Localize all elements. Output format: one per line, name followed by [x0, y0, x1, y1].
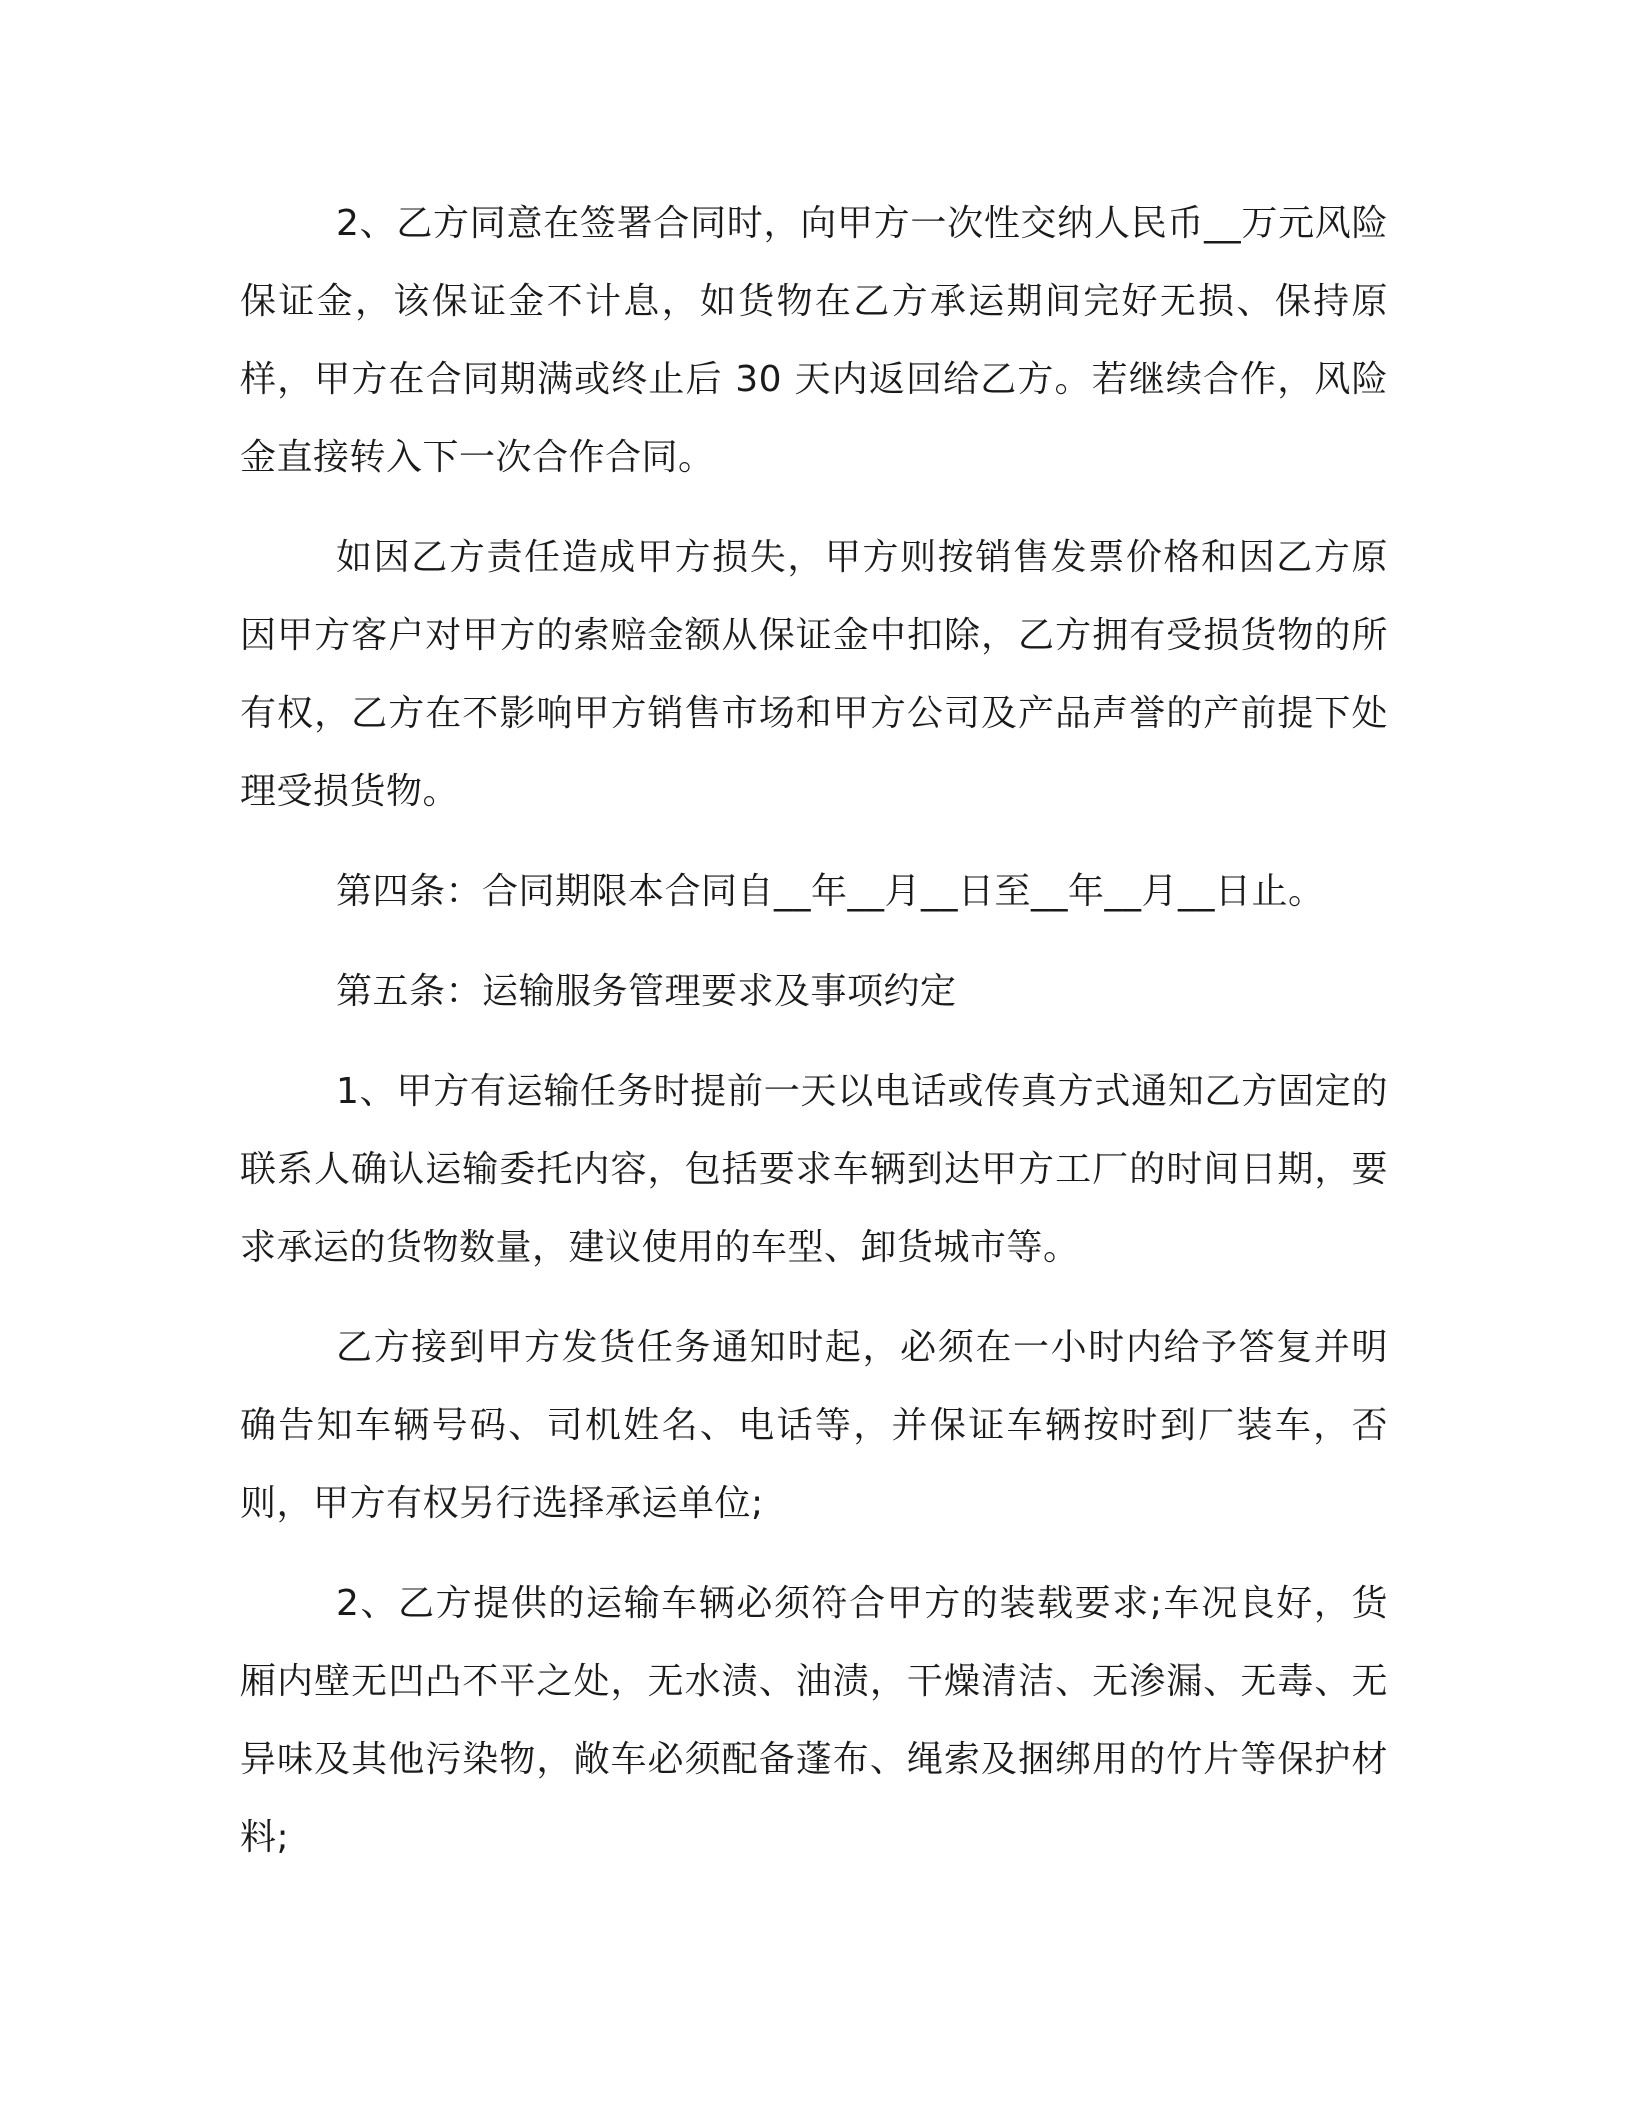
paragraph-reply-requirement: 乙方接到甲方发货任务通知时起，必须在一小时内给予答复并明确告知车辆号码、司机姓名、电话等，并保证车辆按时到厂装车，否则，甲方有权另行选择承运单位; [240, 1327, 1388, 1524]
paragraph-deposit-clause: 2、乙方同意在签署合同时，向甲方一次性交纳人民币__万元风险保证金，该保证金不计息，如货物在乙方承运期间完好无损、保持原样，甲方在合同期满或终止后 30 天内返回给乙方。若继续合作，风险金直接转入下一次合作合同。 [240, 203, 1388, 478]
document-body [240, 185, 1388, 1899]
paragraph-article-four: 第四条：合同期限本合同自__年__月__日至__年__月__日止。 [336, 871, 1325, 912]
paragraph-transport-notice: 1、甲方有运输任务时提前一天以电话或传真方式通知乙方固定的联系人确认运输委托内容，包括要求车辆到达甲方工厂的时间日期，要求承运的货物数量，建议使用的车型、卸货城市等。 [240, 1071, 1388, 1268]
paragraph-damage-compensation: 如因乙方责任造成甲方损失，甲方则按销售发票价格和因乙方原因甲方客户对甲方的索赔金额从保证金中扣除，乙方拥有受损货物的所有权，乙方在不影响甲方销售市场和甲方公司及产品声誉的产前提下处理受损货物。 [240, 537, 1388, 812]
paragraph-vehicle-requirements: 2、乙方提供的运输车辆必须符合甲方的装载要求;车况良好，货厢内壁无凹凸不平之处，无水渍、油渍，干燥清洁、无渗漏、无毒、无异味及其他污染物，敞车必须配备蓬布、绳索及捆绑用的竹片等保护材料; [240, 1583, 1388, 1858]
paragraph-article-five-heading: 第五条：运输服务管理要求及事项约定 [336, 971, 957, 1012]
